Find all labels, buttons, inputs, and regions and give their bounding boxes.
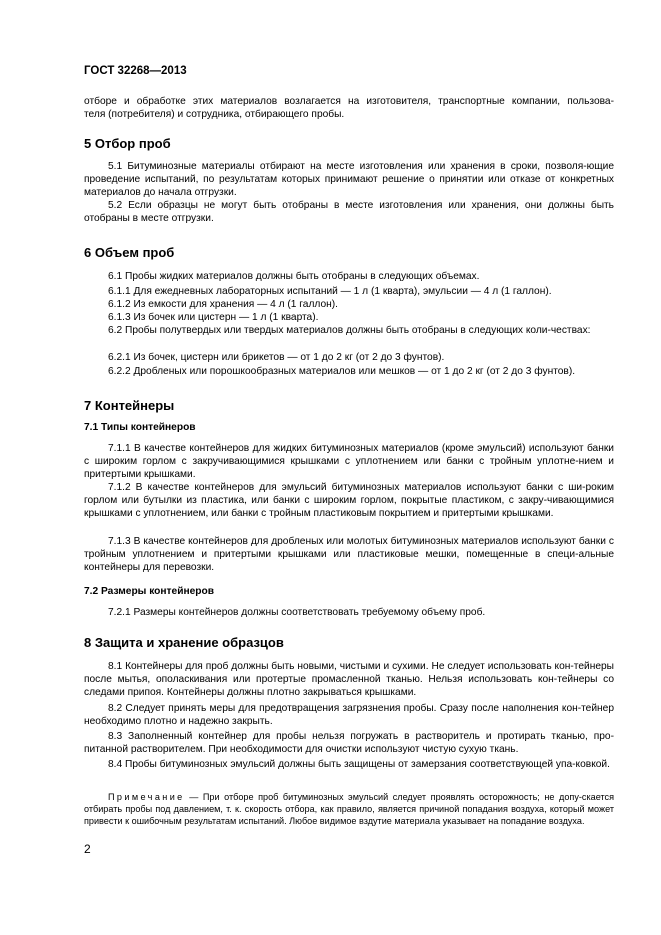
paragraph-6-1-3: 6.1.3 Из бочек или цистерн — 1 л (1 кварта). — [108, 312, 319, 323]
intro-line-1: отборе и обработке этих материалов возлагается на изготовителя, транспортные компании, пользова- — [84, 96, 614, 107]
note-text: — При отборе проб битуминозных эмульсий следует проявлять осторожность; не допу-скается отбирать пробы под давлением, т. к. скорость отбора, как правило, является причиной попадания воздуха, который может привести к ошибочным результатам испытаний. Любое видимое вздутие материала указывает на попадание воздуха. — [84, 792, 614, 827]
paragraph-8-2: 8.2 Следует принять меры для предотвращения загрязнения пробы. Сразу после наполнения кон-тейнер необходимо плотно и надежно закрыть. — [84, 703, 614, 728]
section-8-title: 8 Защита и хранение образцов — [84, 635, 284, 650]
paragraph-6-2-1: 6.2.1 Из бочек, цистерн или брикетов — от 1 до 2 кг (от 2 до 3 фунтов). — [108, 352, 445, 363]
paragraph-7-1-3: 7.1.3 В качестве контейнеров для дробленых или молотых битуминозных материалов используют банки с тройным уплотнением и притертыми крышками или пластиковые мешки, помещенные в специ-альные контейнеры для перевозки. — [84, 536, 614, 574]
paragraph-7-1-1: 7.1.1 В качестве контейнеров для жидких битуминозных материалов (кроме эмульсий) используют банки с широким горлом с закручивающимися крышками с уплотнением или банки с тройным уплотне-нием и притертыми крышками. — [84, 443, 614, 481]
paragraph-7-1-2: 7.1.2 В качестве контейнеров для эмульсий битуминозных материалов используют банки с ши-роким горлом или бутылки из пластика, или банки с широким горлом, покрытые пластиком, с закру-чивающимися крышками с уплотнением, или банки с тройным пластиковым покрытием и притертыми крышками. — [84, 482, 614, 520]
paragraph-5-2: 5.2 Если образцы не могут быть отобраны в месте изготовления или хранения, они должны быть отобраны в месте отгрузки. — [84, 200, 614, 225]
section-6-title: 6 Объем проб — [84, 245, 175, 260]
subsection-7-2-title: 7.2 Размеры контейнеров — [84, 586, 214, 597]
paragraph-6-1: 6.1 Пробы жидких материалов должны быть отобраны в следующих объемах. — [108, 271, 480, 282]
paragraph-7-2-1: 7.2.1 Размеры контейнеров должны соответствовать требуемому объему проб. — [108, 607, 486, 618]
paragraph-6-1-2: 6.1.2 Из емкости для хранения — 4 л (1 галлон). — [108, 299, 338, 310]
paragraph-5-1: 5.1 Битуминозные материалы отбирают на месте изготовления или хранения в сроки, позволя-ющие проведение испытаний, по результатам которых принимают решение о принятии или отказе от конкретных материалов до начала отгрузки. — [84, 161, 614, 199]
page-number: 2 — [84, 842, 91, 856]
intro-line-2: теля (потребителя) и сотрудника, отбирающего пробы. — [84, 109, 345, 120]
paragraph-8-1: 8.1 Контейнеры для проб должны быть новыми, чистыми и сухими. Не следует использовать кон-тейнеры после мытья, ополаскивания или протертые промасленной тканью. Нельзя использовать кон-тейнеры со следами припоя. Контейнеры должны плотно закрываться крышками. — [84, 661, 614, 699]
paragraph-6-2-2: 6.2.2 Дробленых или порошкообразных материалов или мешков — от 1 до 2 кг (от 2 до 3 фунтов). — [108, 366, 576, 377]
standard-header: ГОСТ 32268—2013 — [84, 65, 187, 77]
section-5-title: 5 Отбор проб — [84, 136, 171, 151]
subsection-7-1-title: 7.1 Типы контейнеров — [84, 422, 196, 433]
paragraph-6-2: 6.2 Пробы полутвердых или твердых материалов должны быть отобраны в следующих коли-чествах: — [108, 325, 591, 336]
paragraph-8-3: 8.3 Заполненный контейнер для пробы нельзя погружать в растворитель и протирать тканью, про-питанной растворителем. При необходимости для очистки используют чистую сухую ткань. — [84, 731, 614, 756]
note-paragraph — [84, 791, 614, 828]
note-label: Примечание — [108, 792, 185, 802]
paragraph-6-1-1: 6.1.1 Для ежедневных лабораторных испытаний — 1 л (1 кварта), эмульсии — 4 л (1 галлон). — [108, 286, 552, 297]
paragraph-8-4: 8.4 Пробы битуминозных эмульсий должны быть защищены от замерзания соответствующей упа-ковкой. — [108, 759, 610, 770]
section-7-title: 7 Контейнеры — [84, 398, 175, 413]
